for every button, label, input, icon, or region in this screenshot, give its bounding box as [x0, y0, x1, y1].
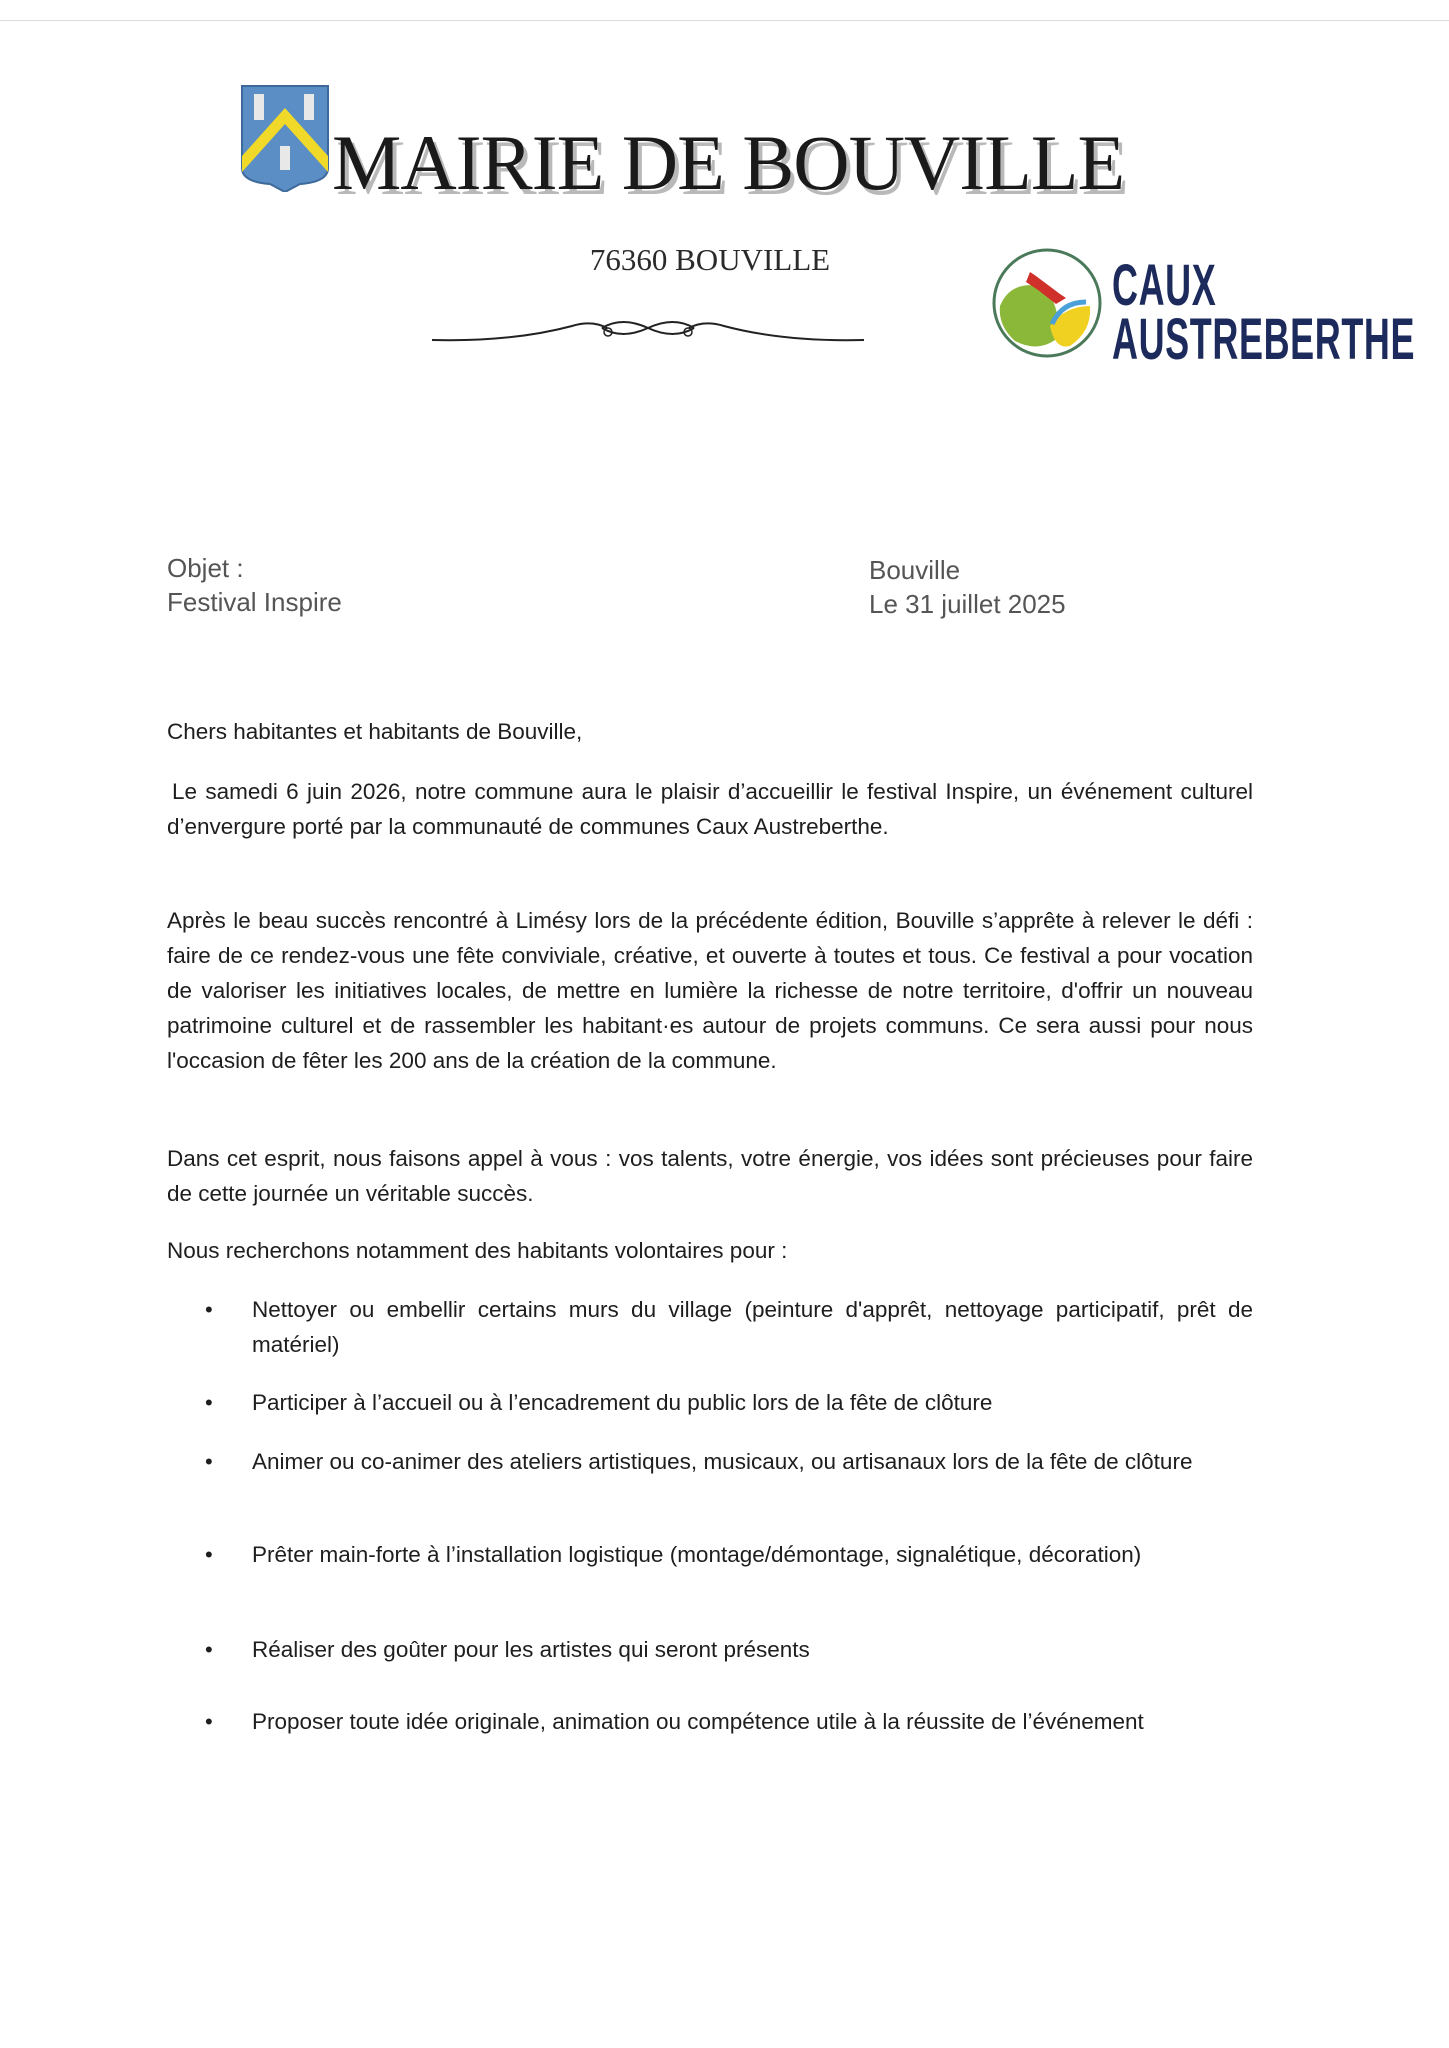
partner-logo-line1: CAUX	[1112, 253, 1217, 318]
object-value: Festival Inspire	[167, 587, 342, 617]
paragraph-3: Dans cet esprit, nous faisons appel à vous : vos talents, votre énergie, vos idées sont précieuses pour faire de cette journée un véritable succès.	[167, 1146, 1253, 1206]
place: Bouville	[869, 555, 961, 585]
paragraph-2: Après le beau succès rencontré à Limésy lors de la précédente édition, Bouville s’apprête à relever le défi : faire de ce rendez-vous une fête conviviale, créative, et ouverte à toutes et tous. Ce festival a pour vocation de valoriser les initiatives locales, de mettre en lumière la richesse de notre territoire, d'offrir un nouveau patrimoine culturel et de rassembler les habitant·es autour de projets communs. Ce sera aussi pour nous l'occasion de fêter les 200 ans de la création de la commune.	[167, 908, 1253, 1073]
list-item: Nettoyer ou embellir certains murs du village (peinture d'apprêt, nettoyage participatif, prêt de matériel)	[252, 1297, 1253, 1357]
object-block	[167, 551, 342, 619]
object-label: Objet :	[167, 553, 244, 583]
greeting: Chers habitantes et habitants de Bouville,	[167, 719, 583, 744]
list-item: Participer à l’accueil ou à l’encadrement du public lors de la fête de clôture	[252, 1390, 993, 1415]
page-top-edge	[0, 20, 1449, 21]
bullet-marker: •	[205, 1637, 213, 1662]
list-item: Prêter main-forte à l’installation logistique (montage/démontage, signalétique, décoration)	[252, 1542, 1142, 1567]
bullet-marker: •	[205, 1297, 213, 1322]
letterhead-title: MAIRIE DE BOUVILLE	[332, 119, 1125, 206]
place-date-block	[869, 553, 1066, 621]
bullet-marker: •	[205, 1542, 213, 1567]
letterhead-address: 76360 BOUVILLE	[589, 242, 831, 277]
ornament-divider	[432, 312, 864, 346]
partner-logo-line2: AUSTREBERTHE	[1112, 307, 1416, 372]
paragraph-1: Le samedi 6 juin 2026, notre commune aura le plaisir d’accueillir le festival Inspire, un événement culturel d’envergure porté par la communauté de communes Caux Austreberthe.	[167, 779, 1253, 839]
caux-austreberthe-logo-icon	[990, 246, 1104, 360]
list-item: Animer ou co-animer des ateliers artistiques, musicaux, ou artisanaux lors de la fête de clôture	[252, 1449, 1193, 1474]
list-item: Réaliser des goûter pour les artistes qui seront présents	[252, 1637, 810, 1662]
bullet-marker: •	[205, 1449, 213, 1474]
list-item: Proposer toute idée originale, animation ou compétence utile à la réussite de l’événement	[252, 1709, 1144, 1734]
date: Le 31 juillet 2025	[869, 589, 1066, 619]
coat-of-arms-logo	[240, 84, 330, 192]
bullet-marker: •	[205, 1709, 213, 1734]
paragraph-4: Nous recherchons notamment des habitants volontaires pour :	[167, 1238, 788, 1263]
bullet-marker: •	[205, 1390, 213, 1415]
